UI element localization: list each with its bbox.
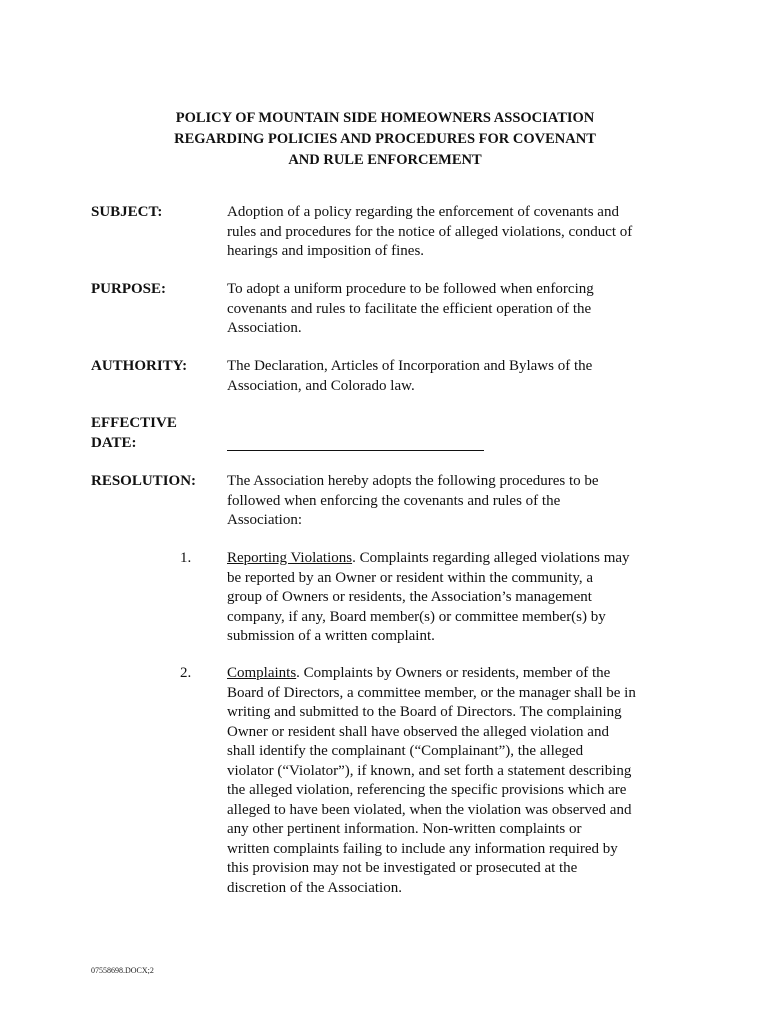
authority-label: AUTHORITY: <box>91 358 188 374</box>
footer-doc-id: 07558698.DOCX;2 <box>91 966 154 975</box>
item-line: Board of Directors, a committee member, or the manager shall be in <box>227 684 636 701</box>
authority-line: The Declaration, Articles of Incorporation and Bylaws of the <box>227 358 593 374</box>
item-line: alleged to have been violated, when the violation was observed and <box>227 801 632 818</box>
item-line: the alleged violation, referencing the specific provisions which are <box>227 782 627 798</box>
title-line: POLICY OF MOUNTAIN SIDE HOMEOWNERS ASSOCIATION <box>175 110 595 126</box>
effective-date-label <box>91 414 177 453</box>
purpose-line: covenants and rules to facilitate the efficient operation of the <box>227 300 592 317</box>
item-line: company, if any, Board member(s) or committee member(s) by <box>227 608 606 625</box>
item-line: violator (“Violator”), if known, and set forth a statement describing <box>227 762 632 779</box>
effective-date-blank-line <box>227 450 484 451</box>
document-title <box>0 108 770 171</box>
item-reporting-violations <box>227 549 687 647</box>
item-heading: Complaints <box>227 665 297 681</box>
item-first-line-rest: . Complaints by Owners or residents, member of the <box>296 665 611 681</box>
item-line: this provision may not be investigated or prosecuted at the <box>227 860 578 876</box>
item-first-line-rest: . Complaints regarding alleged violations may <box>352 550 630 566</box>
item-line: any other pertinent information. Non-written complaints or <box>227 821 582 837</box>
item-line: be reported by an Owner or resident within the community, a <box>227 569 594 586</box>
item-number: 2. <box>180 665 192 681</box>
authority-line: Association, and Colorado law. <box>227 377 415 394</box>
item-first-line <box>227 664 687 684</box>
subject-line: hearings and imposition of fines. <box>227 243 425 259</box>
item-line: writing and submitted to the Board of Directors. The complaining <box>227 704 622 720</box>
resolution-line: followed when enforcing the covenants and rules of the <box>227 492 561 509</box>
purpose-text <box>227 280 687 339</box>
resolution-line: Association: <box>227 512 302 528</box>
purpose-line: To adopt a uniform procedure to be followed when enforcing <box>227 281 594 297</box>
title-line: AND RULE ENFORCEMENT <box>288 152 482 168</box>
item-line: shall identify the complainant (“Complainant”), the alleged <box>227 743 584 759</box>
purpose-line: Association. <box>227 320 302 336</box>
resolution-label: RESOLUTION: <box>91 473 197 489</box>
effective-label-line: EFFECTIVE <box>91 415 177 431</box>
title-line: REGARDING POLICIES AND PROCEDURES FOR COVENANT <box>174 131 596 147</box>
item-first-line <box>227 549 687 569</box>
resolution-line: The Association hereby adopts the following procedures to be <box>227 473 599 489</box>
item-line: discretion of the Association. <box>227 879 402 896</box>
purpose-label: PURPOSE: <box>91 281 166 297</box>
item-number: 1. <box>180 550 192 566</box>
authority-text <box>227 357 687 396</box>
subject-line: Adoption of a policy regarding the enforcement of covenants and <box>227 204 619 220</box>
item-heading: Reporting Violations <box>227 550 353 566</box>
subject-text <box>227 203 687 262</box>
subject-line: rules and procedures for the notice of alleged violations, conduct of <box>227 223 633 240</box>
effective-label-line: DATE: <box>91 434 137 451</box>
item-line: written complaints failing to include any information required by <box>227 840 618 857</box>
subject-label: SUBJECT: <box>91 204 163 220</box>
item-line: submission of a written complaint. <box>227 628 435 644</box>
resolution-text <box>227 472 687 531</box>
item-complaints <box>227 664 687 898</box>
item-line: group of Owners or residents, the Association’s management <box>227 589 592 605</box>
item-line: Owner or resident shall have observed the alleged violation and <box>227 723 609 740</box>
